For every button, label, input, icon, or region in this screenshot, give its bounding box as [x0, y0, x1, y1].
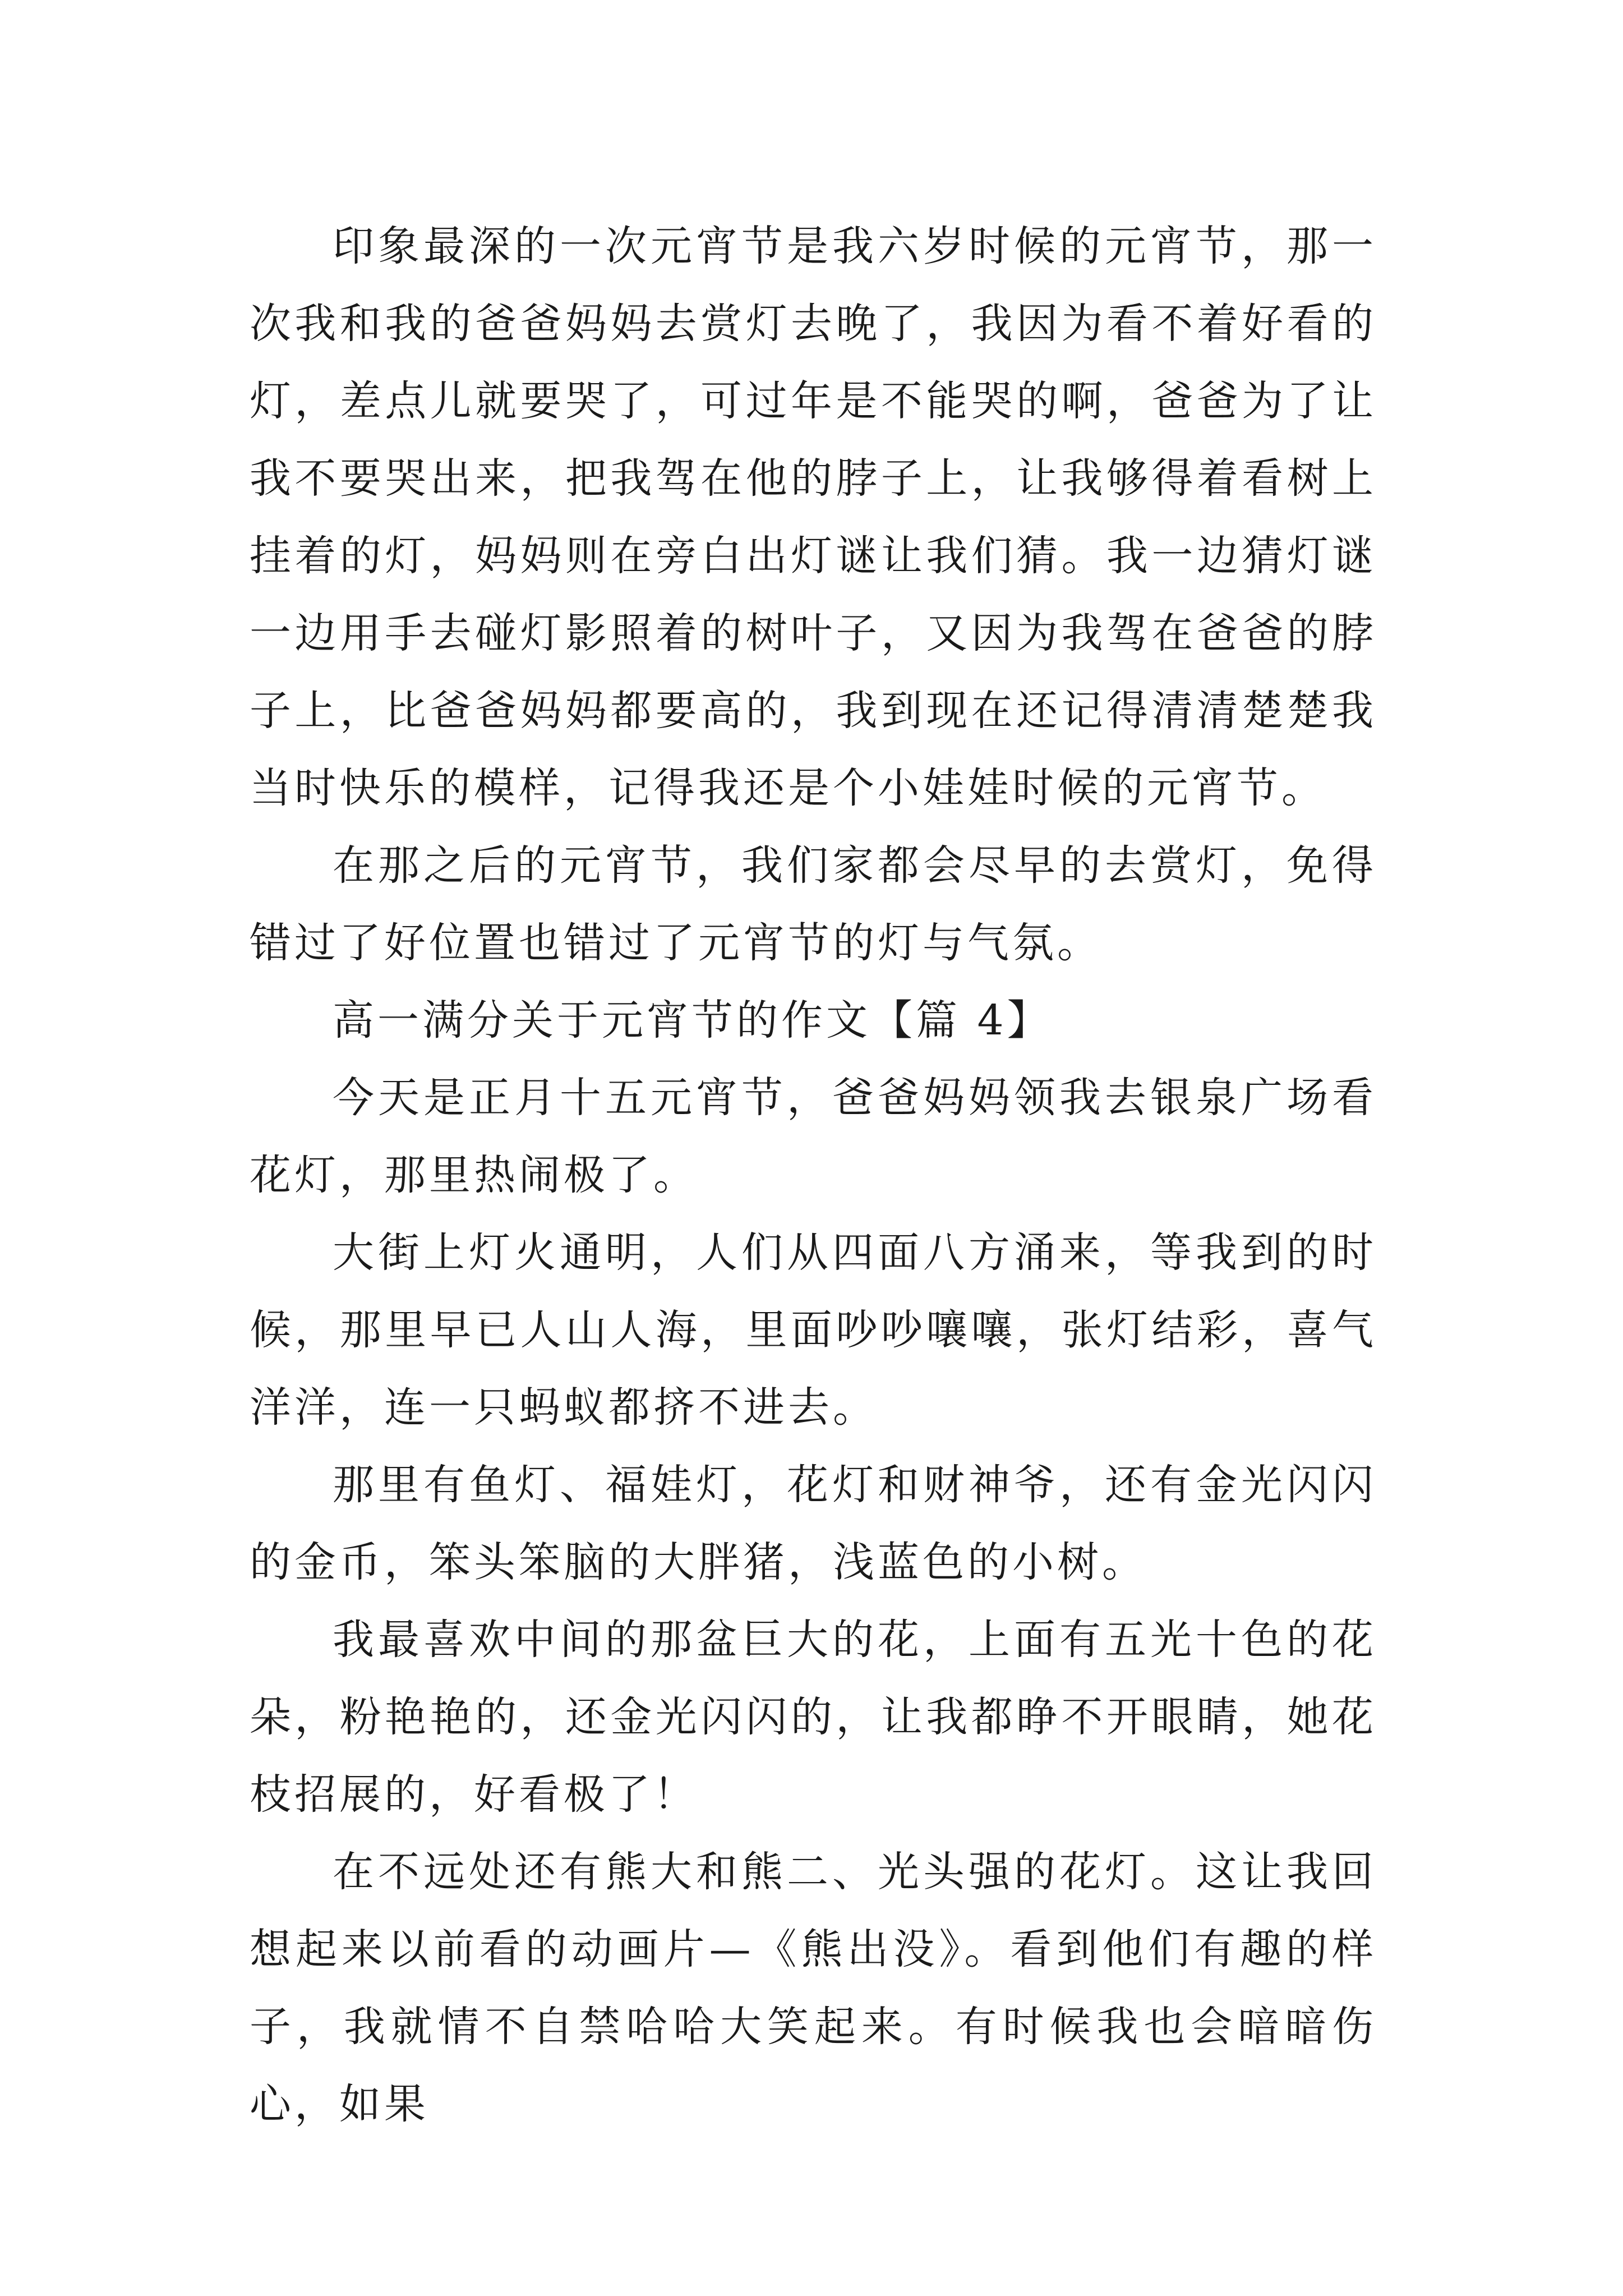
- paragraph-5: 那里有鱼灯、福娃灯，花灯和财神爷，还有金光闪闪的金币，笨头笨脑的大胖猪，浅蓝色的小树。: [250, 1461, 1377, 1586]
- paragraph-6: 我最喜欢中间的那盆巨大的花，上面有五光十色的花朵，粉艳艳的，还金光闪闪的，让我都睁不开眼睛，她花枝招展的，好看极了！: [250, 1616, 1377, 1819]
- paragraph-4: 大街上灯火通明，人们从四面八方涌来，等我到的时候，那里早已人山人海，里面吵吵嚷嚷，张灯结彩，喜气洋洋，连一只蚂蚁都挤不进去。: [250, 1228, 1377, 1432]
- document-body: [250, 208, 1377, 2143]
- paragraph-1: 印象最深的一次元宵节是我六岁时候的元宵节，那一次我和我的爸爸妈妈去赏灯去晚了，我因为看不着好看的灯，差点儿就要哭了，可过年是不能哭的啊，爸爸为了让我不要哭出来，把我驾在他的脖子上，让我够得着看树上挂着的灯，妈妈则在旁白出灯谜让我们猜。我一边猜灯谜一边用手去碰灯影照着的树叶子，又因为我驾在爸爸的脖子上，比爸爸妈妈都要高的，我到现在还记得清清楚楚我当时快乐的模样，记得我还是个小娃娃时候的元宵节。: [250, 222, 1377, 812]
- paragraph-7: 在不远处还有熊大和熊二、光头强的花灯。这让我回想起来以前看的动画片—《熊出没》。看到他们有趣的样子，我就情不自禁哈哈大笑起来。有时候我也会暗暗伤心，如果: [250, 1848, 1377, 2128]
- section-heading: 高一满分关于元宵节的作文【篇 4】: [333, 996, 1052, 1045]
- paragraph-3: 今天是正月十五元宵节，爸爸妈妈领我去银泉广场看花灯，那里热闹极了。: [250, 1074, 1377, 1199]
- paragraph-2: 在那之后的元宵节，我们家都会尽早的去赏灯，免得错过了好位置也错过了元宵节的灯与气氛。: [250, 841, 1377, 967]
